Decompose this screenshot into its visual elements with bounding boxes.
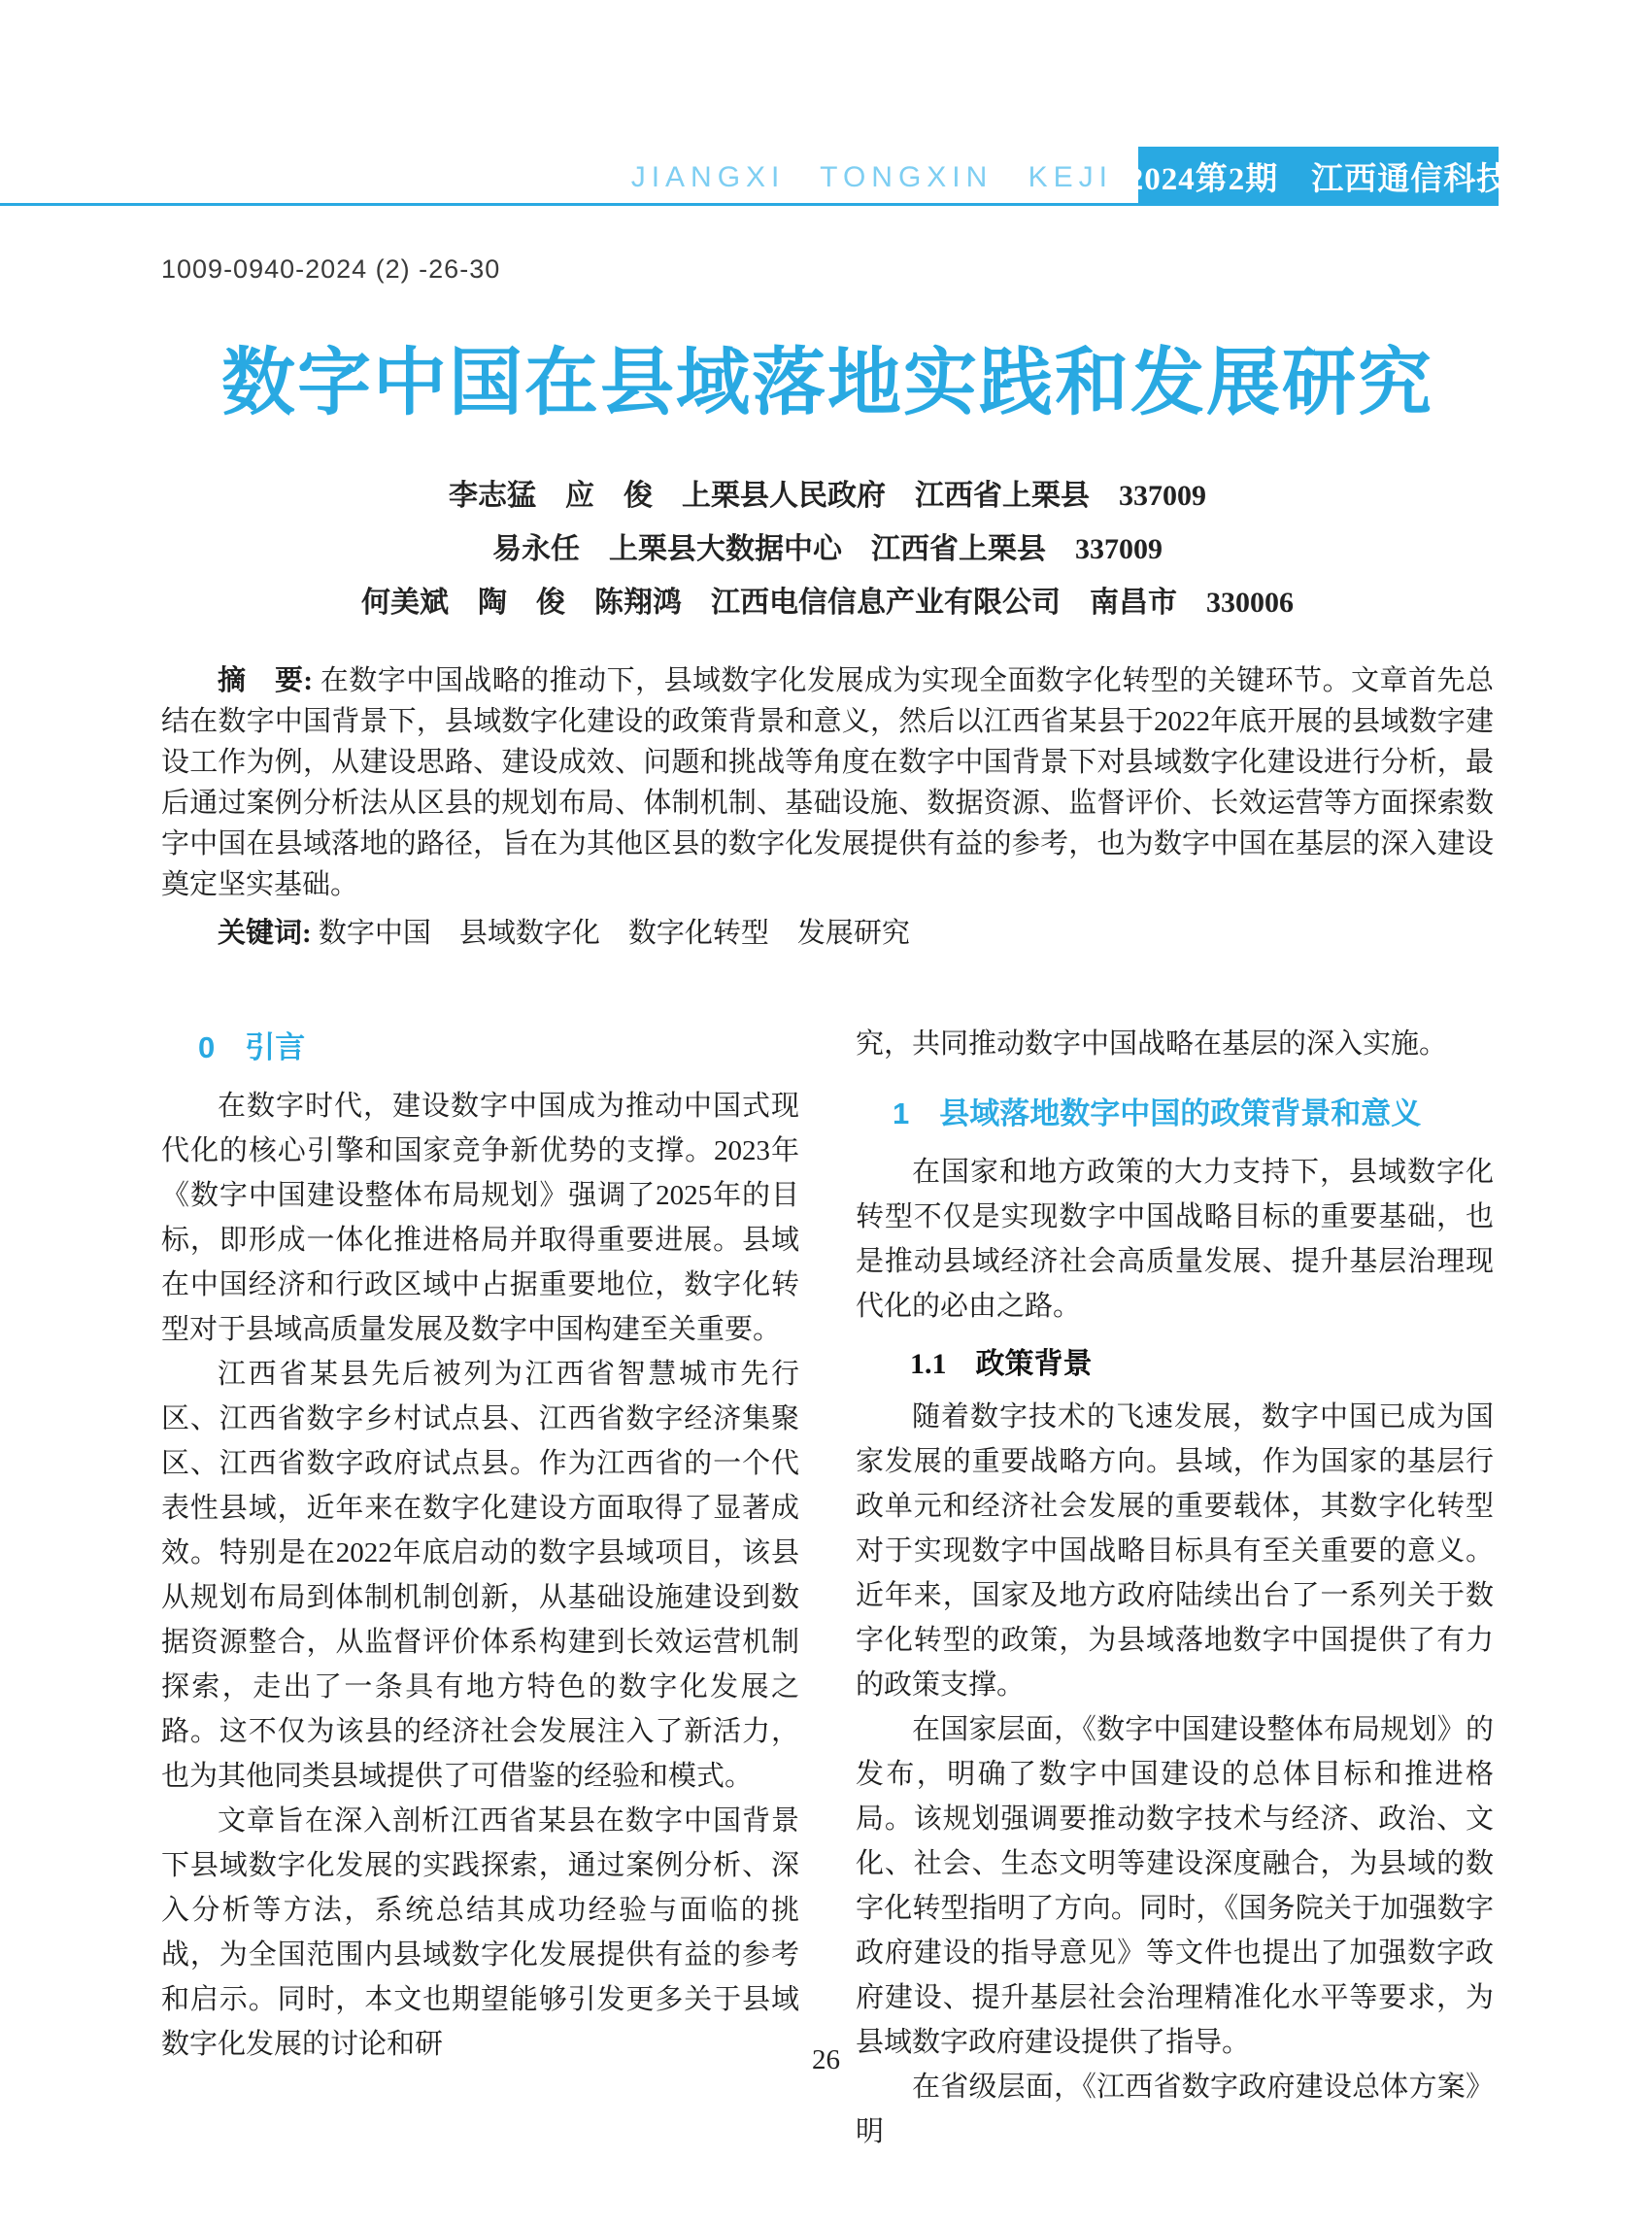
- subsection-heading-1-1: 1.1 政策背景: [910, 1348, 1093, 1381]
- column-right: [856, 1022, 1494, 2154]
- journal-name-en: JIANGXI TONGXIN KEJI: [630, 161, 1113, 193]
- authors-block: [161, 469, 1494, 629]
- page-number: 26: [812, 2044, 840, 2075]
- paragraph: 江西省某县先后被列为江西省智慧城市先行区、江西省数字乡村试点县、江西省数字经济集聚区、江西省数字政府试点县。作为江西省的一个代表性县域，近年来在数字化建设方面取得了显著成效。特别是在2022年底启动的数字县域项目，该县从规划布局到体制机制创新，从基础设施建设到数据资源整合，从监督评价体系构建到长效运营机制探索，走出了一条具有地方特色的数字化发展之路。这不仅为该县的经济社会发展注入了新活力，也为其他同类县域提供了可借鉴的经验和模式。: [161, 1359, 799, 1793]
- author-line: 李志猛 应 俊 上栗县人民政府 江西省上栗县 337009: [449, 480, 1206, 513]
- paragraph: 在省级层面，《江西省数字政府建设总体方案》明: [856, 2072, 1494, 2148]
- abstract-text: 在数字中国战略的推动下，县域数字化发展成为实现全面数字化转型的关键环节。文章首先总结在数字中国背景下，县域数字化建设的政策背景和意义，然后以江西省某县于2022年底开展的县域数字建设工作为例，从建设思路、建设成效、问题和挑战等角度在数字中国背景下对县域数字化建设进行分析，最后通过案例分析法从区县的规划布局、体制机制、基础设施、数据资源、监督评价、长效运营等方面探索数字中国在县域落地的路径，旨在为其他区县的数字化发展提供有益的参考，也为数字中国在基层的深入建设奠定坚实基础。: [161, 665, 1494, 901]
- paragraph: 随着数字技术的飞速发展，数字中国已成为国家发展的重要战略方向。县域，作为国家的基层行政单元和经济社会发展的重要载体，其数字化转型对于实现数字中国战略目标具有至关重要的意义。近年来，国家及地方政府陆续出台了一系列关于数字化转型的政策，为县域落地数字中国提供了有力的政策支撑。: [856, 1401, 1494, 1702]
- author-line: 易永任 上栗县大数据中心 江西省上栗县 337009: [492, 533, 1163, 566]
- abstract-label: 摘 要:: [218, 665, 314, 697]
- issue-badge: [1127, 147, 1510, 206]
- paragraph: 文章旨在深入剖析江西省某县在数字中国背景下县域数字化发展的实践探索，通过案例分析、深入分析等方法，系统总结其成功经验与面临的挑战，为全国范围内县域数字化发展提供有益的参考和启示。同时，本文也期望能够引发更多关于县域数字化发展的讨论和研: [161, 1805, 799, 2061]
- author-line: 何美斌 陶 俊 陈翔鸿 江西电信信息产业有限公司 南昌市 330006: [361, 587, 1294, 620]
- article-body: [161, 335, 1494, 2154]
- keywords-label: 关键词:: [218, 918, 312, 950]
- two-column-layout: [161, 1022, 1494, 2154]
- paragraph: 在国家和地方政策的大力支持下，县域数字化转型不仅是实现数字中国战略目标的重要基础，也是推动县域经济社会高质量发展、提升基层治理现代化的必由之路。: [856, 1157, 1494, 1323]
- page-title: 数字中国在县域落地实践和发展研究: [221, 342, 1433, 424]
- issue-badge-label: 2024第2期 江西通信科技: [1127, 162, 1510, 197]
- section-heading-1: 1 县域落地数字中国的政策背景和意义: [893, 1096, 1422, 1131]
- keywords: [161, 913, 1494, 954]
- column-left: [161, 1022, 799, 2154]
- article-id: 1009-0940-2024 (2) -26-30: [161, 254, 501, 284]
- masthead-rule: [0, 203, 1138, 206]
- paragraph: 在数字时代，建设数字中国成为推动中国式现代化的核心引擎和国家竞争新优势的支撑。2023年《数字中国建设整体布局规划》强调了2025年的目标，即形成一体化推进格局并取得重要进展。县域在中国经济和行政区域中占据重要地位，数字化转型对于县域高质量发展及数字中国构建至关重要。: [161, 1091, 799, 1346]
- keywords-text: 数字中国 县域数字化 数字化转型 发展研究: [318, 918, 910, 950]
- abstract: [161, 660, 1494, 905]
- paragraph-continuation: 究，共同推动数字中国战略在基层的深入实施。: [856, 1028, 1448, 1061]
- paragraph: 在国家层面，《数字中国建设整体布局规划》的发布，明确了数字中国建设的总体目标和推进格局。该规划强调要推动数字技术与经济、政治、文化、社会、生态文明等建设深度融合，为县域的数字化转型指明了方向。同时，《国务院关于加强数字政府建设的指导意见》等文件也提出了加强数字政府建设、提升基层社会治理精准化水平等要求，为县域数字政府建设提供了指导。: [856, 1714, 1494, 2059]
- section-heading-intro: 0 引言: [198, 1030, 306, 1065]
